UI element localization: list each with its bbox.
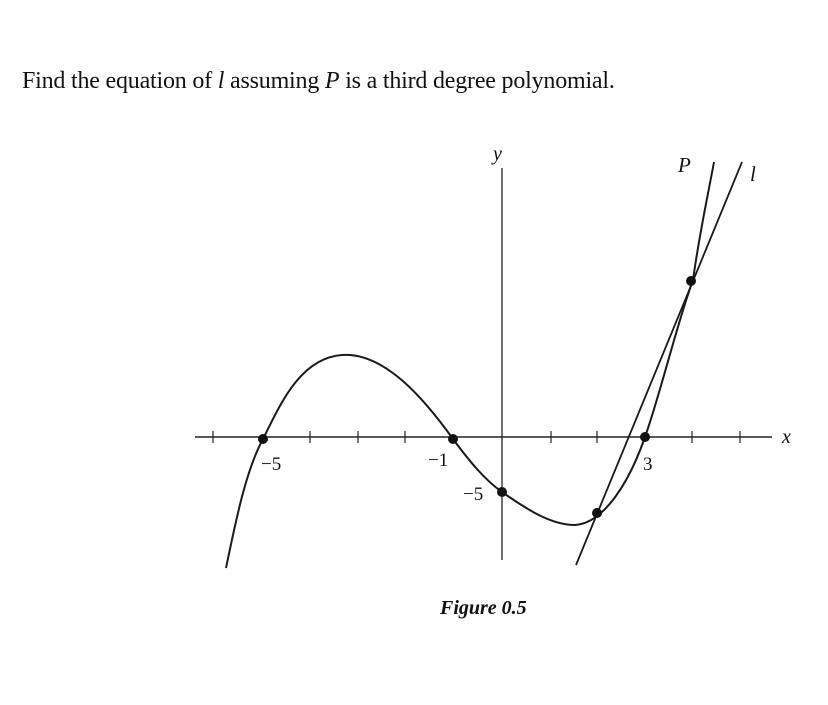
variable-l: l <box>217 68 225 94</box>
tick-label-x-neg1: −1 <box>428 450 449 471</box>
question-part-1: Find the equation of <box>22 68 218 94</box>
variable-p: P <box>324 68 340 94</box>
point-x-3 <box>640 432 650 442</box>
question-part-3: is a third degree polynomial. <box>339 68 615 94</box>
curve-p <box>226 162 714 568</box>
point-x-neg5 <box>258 434 268 444</box>
question-part-2: assuming <box>224 68 325 94</box>
tick-label-y-neg5: −5 <box>463 484 484 505</box>
point-y-intercept <box>497 487 507 497</box>
axis-label-x: x <box>782 426 791 448</box>
curve-label-p: P <box>678 153 691 177</box>
point-intersection-upper <box>686 276 696 286</box>
tick-label-x-3: 3 <box>643 454 653 475</box>
line-label-l: l <box>750 162 756 186</box>
figure-caption: Figure 0.5 <box>440 597 527 619</box>
axis-label-y: y <box>493 143 502 165</box>
tick-label-x-neg5: −5 <box>261 454 282 475</box>
point-x-neg1 <box>448 434 458 444</box>
line-l <box>576 162 742 565</box>
point-intersection-lower <box>592 508 602 518</box>
